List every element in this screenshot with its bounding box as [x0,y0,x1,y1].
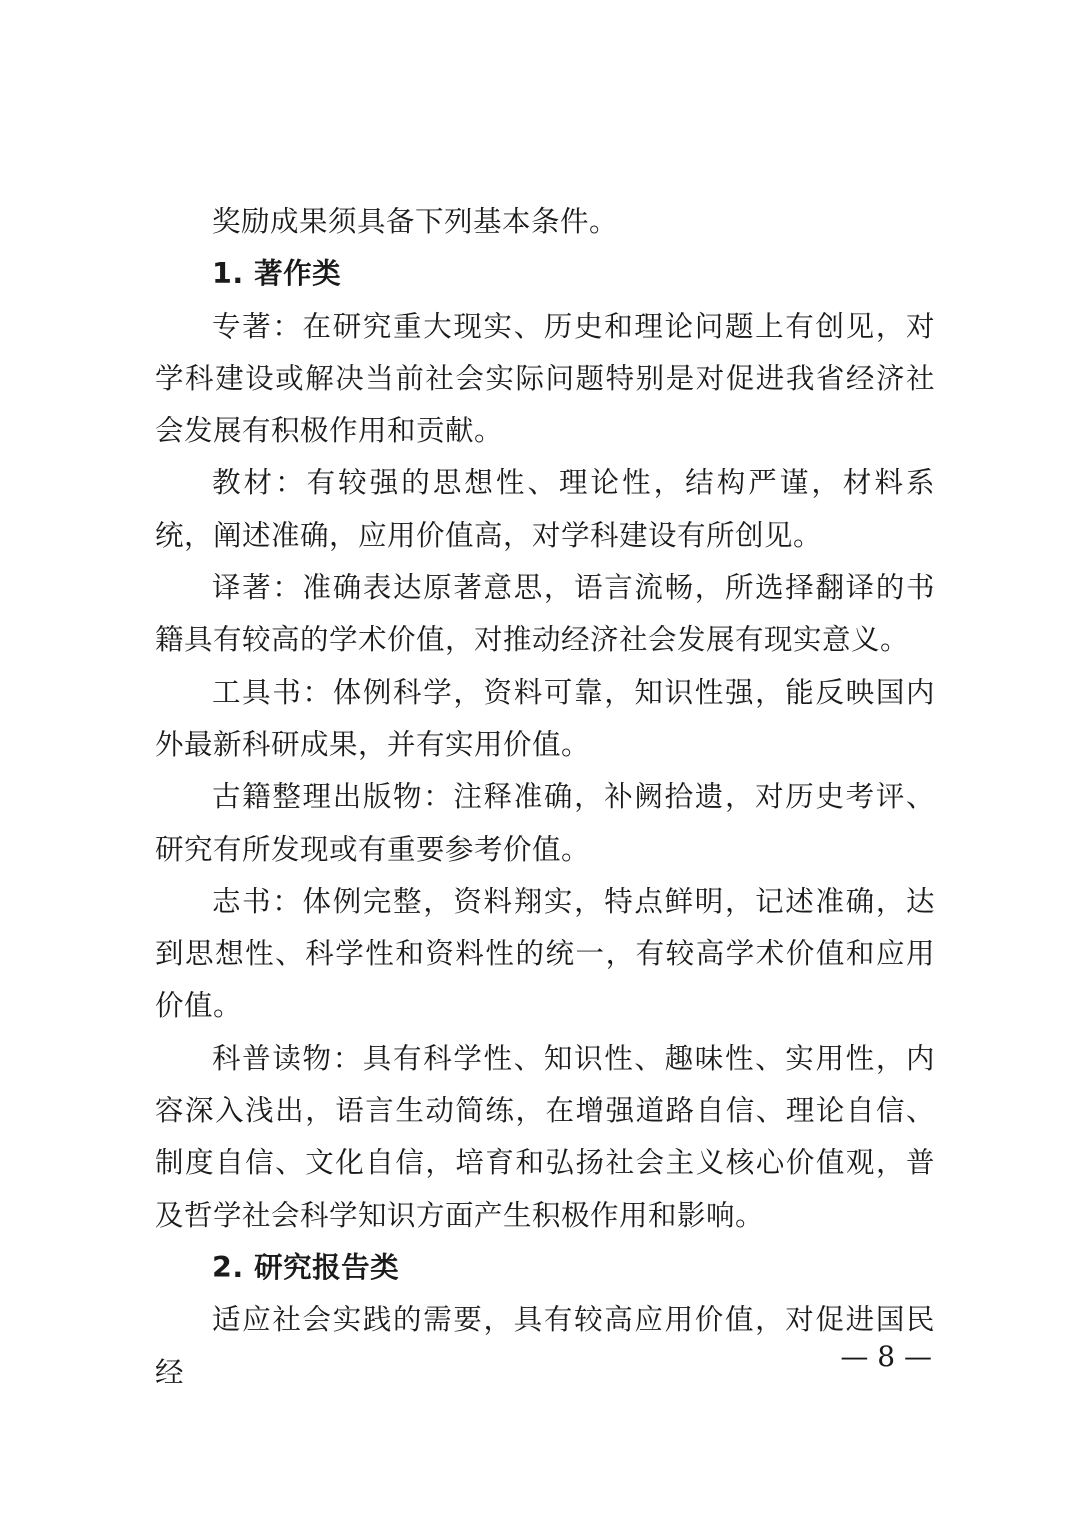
paragraph-monograph: 专著：在研究重大现实、历史和理论问题上有创见，对学科建设或解决当前社会实际问题特别是对促进我省经济社会发展有积极作用和贡献。 [155,309,935,448]
paragraph-research-report: 适应社会实践的需要，具有较高应用价值，对促进国民经 [155,1303,935,1389]
paragraph-textbook: 教材：有较强的思想性、理论性，结构严谨，材料系统，阐述准确，应用价值高，对学科建设有所创见。 [155,466,935,552]
paragraph-popular-science: 科普读物：具有科学性、知识性、趣味性、实用性，内容深入浅出，语言生动简练，在增强道路自信、理论自信、制度自信、文化自信，培育和弘扬社会主义核心价值观，普及哲学社会科学知识方面产生积极作用和影响。 [155,1041,935,1232]
paragraph-ancient-books: 古籍整理出版物：注释准确，补阙拾遗，对历史考评、研究有所发现或有重要参考价值。 [155,780,935,866]
intro-paragraph: 奖励成果须具备下列基本条件。 [212,205,619,238]
paragraph-chronicles: 志书：体例完整，资料翔实，特点鲜明，记述准确，达到思想性、科学性和资料性的统一，有较高学术价值和应用价值。 [155,884,935,1023]
paragraph-translation: 译著：准确表达原著意思，语言流畅，所选择翻译的书籍具有较高的学术价值，对推动经济社会发展有现实意义。 [155,571,935,657]
section-heading-research-reports: 2. 研究报告类 [212,1250,400,1284]
document-body [155,196,935,1399]
section-heading-works: 1. 著作类 [212,257,342,291]
page-number: — 8 — [840,1340,932,1373]
paragraph-reference-book: 工具书：体例科学，资料可靠，知识性强，能反映国内外最新科研成果，并有实用价值。 [155,675,935,761]
